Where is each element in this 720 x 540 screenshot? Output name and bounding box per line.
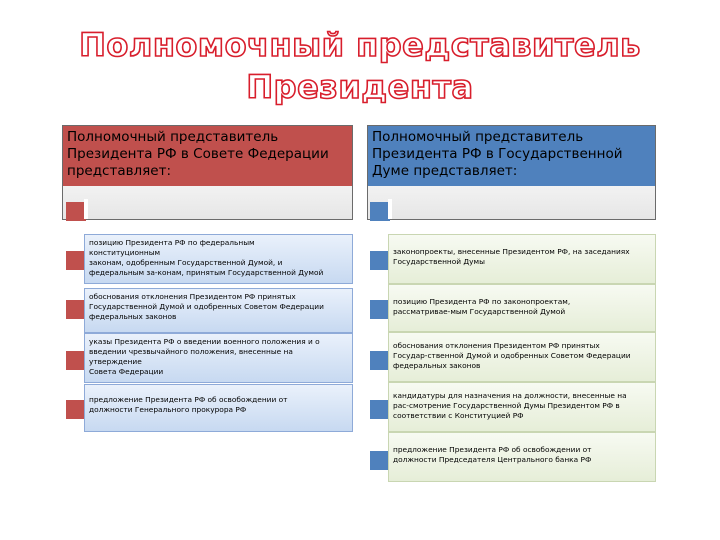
left-item-4	[84, 384, 353, 432]
page-title-line-1: Полномочный представитель	[79, 26, 641, 64]
left-item-marker	[66, 400, 86, 419]
page-title	[0, 24, 720, 108]
right-item-marker	[370, 251, 390, 270]
left-item-1-line: позицию Президента РФ по федеральным	[89, 238, 255, 247]
right-item-marker	[370, 400, 390, 419]
right-item-3-line: обоснования отклонения Президентом РФ принятых	[393, 341, 600, 350]
left-item-marker	[66, 251, 86, 270]
left-item-3-line: Совета Федерации	[89, 367, 164, 376]
right-header-notch	[388, 199, 392, 219]
right-item-2-line: рассматривае-мым Государственной Думой	[393, 307, 566, 316]
right-item-4-line: рас-смотрение Государственной Думы Президентом РФ в	[393, 401, 620, 410]
left-item-2-line: обоснования отклонения Президентом РФ принятых	[89, 292, 296, 301]
right-column-subbar	[367, 186, 656, 220]
left-item-3	[84, 333, 353, 383]
left-item-marker	[66, 300, 86, 319]
left-item-1-line: федеральным за-конам, принятым Государственной Думой	[89, 268, 324, 277]
left-column-heading: Полномочный представитель Президента РФ в Совете Федерации представляет:	[62, 125, 353, 187]
right-item-5	[388, 432, 656, 482]
right-item-4-line: соответствии с Конституцией РФ	[393, 411, 524, 420]
right-column-heading: Полномочный представитель Президента РФ в Государственной Думе представляет:	[367, 125, 656, 187]
left-item-4-line: предложение Президента РФ об освобождении от	[89, 395, 288, 404]
right-item-2	[388, 284, 656, 332]
right-item-1-line: Государственной Думы	[393, 257, 485, 266]
left-item-1-line: законам, одобренным Государственной Думой, и	[89, 258, 283, 267]
right-item-1	[388, 234, 656, 284]
left-item-1-line: конституционным	[89, 248, 161, 257]
left-item-3-line: утверждение	[89, 357, 142, 366]
left-header-notch	[84, 199, 88, 219]
left-item-3-line: указы Президента РФ о введении военного положения и о	[89, 337, 320, 346]
left-item-2-line: Государственной Думой и одобренных Советом Федерации	[89, 302, 324, 311]
right-item-marker	[370, 300, 390, 319]
left-header-marker	[66, 202, 86, 221]
left-item-2-line: федеральных законов	[89, 312, 177, 321]
left-item-3-line: введении чрезвычайного положения, внесенные на	[89, 347, 293, 356]
right-item-4	[388, 382, 656, 432]
left-item-marker	[66, 351, 86, 370]
left-column-subbar	[62, 186, 353, 220]
right-item-5-line: должности Председателя Центрального банка РФ	[393, 455, 592, 464]
page-title-line-2: Президента	[246, 68, 474, 106]
left-item-4-line: должности Генерального прокурора РФ	[89, 405, 247, 414]
right-item-3	[388, 332, 656, 382]
right-header-marker	[370, 202, 390, 221]
right-item-1-line: законопроекты, внесенные Президентом РФ, на заседаниях	[393, 247, 630, 256]
right-item-3-line: Государ-ственной Думой и одобренных Советом Федерации	[393, 351, 631, 360]
right-item-3-line: федеральных законов	[393, 361, 481, 370]
left-item-2	[84, 288, 353, 333]
right-item-4-line: кандидатуры для назначения на должности, внесенные на	[393, 391, 627, 400]
left-item-1	[84, 234, 353, 284]
right-item-5-line: предложение Президента РФ об освобождении от	[393, 445, 592, 454]
right-item-2-line: позицию Президента РФ по законопроектам,	[393, 297, 571, 306]
right-item-marker	[370, 351, 390, 370]
right-item-marker	[370, 451, 390, 470]
